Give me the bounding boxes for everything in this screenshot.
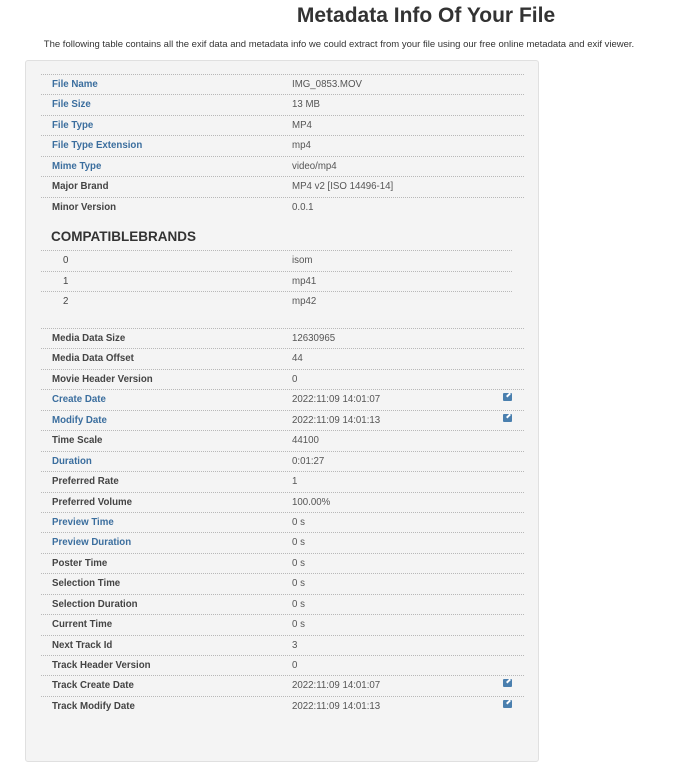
field-link[interactable]: Preview Time bbox=[52, 516, 114, 528]
field-value: mp42 bbox=[292, 296, 317, 307]
table-row bbox=[41, 635, 524, 655]
table-row bbox=[41, 512, 524, 532]
field-label: Track Modify Date bbox=[52, 700, 135, 712]
field-label: Time Scale bbox=[52, 435, 103, 447]
table-row bbox=[41, 655, 524, 675]
table-row bbox=[41, 291, 512, 312]
field-value: 0 s bbox=[292, 557, 305, 569]
field-label: Preferred Rate bbox=[52, 476, 119, 488]
table-row bbox=[41, 532, 524, 552]
field-value: 2022:11:09 14:01:13 bbox=[292, 700, 381, 712]
page-subtitle: The following table contains all the exif data and metadata info we could extract from your file using our free online metadata and exif viewer. bbox=[43, 39, 635, 50]
field-value: 3 bbox=[292, 639, 298, 651]
field-value: 0 s bbox=[292, 578, 305, 590]
field-value: 2022:11:09 14:01:07 bbox=[292, 394, 381, 406]
field-value: 0:01:27 bbox=[292, 455, 325, 467]
field-value: 0 s bbox=[292, 619, 305, 631]
field-value: 2022:11:09 14:01:07 bbox=[292, 680, 381, 692]
field-value: isom bbox=[292, 255, 313, 266]
table-row bbox=[41, 696, 524, 716]
table-row bbox=[41, 614, 524, 634]
table-row bbox=[41, 471, 524, 491]
compatible-brands-heading: COMPATIBLEBRANDS bbox=[51, 229, 196, 244]
table-row bbox=[41, 197, 524, 217]
field-label: Selection Duration bbox=[52, 598, 138, 610]
field-value: 100.00% bbox=[292, 496, 331, 508]
field-link[interactable]: Duration bbox=[52, 455, 92, 467]
table-row bbox=[41, 328, 524, 348]
field-label: Track Create Date bbox=[52, 680, 134, 692]
metadata-panel bbox=[25, 60, 539, 762]
field-label: 2 bbox=[63, 296, 69, 307]
table-row bbox=[41, 348, 524, 368]
field-value: 44100 bbox=[292, 435, 319, 447]
field-label: Track Header Version bbox=[52, 660, 151, 671]
field-label: 1 bbox=[63, 275, 69, 287]
table-row bbox=[41, 74, 524, 94]
field-link[interactable]: File Size bbox=[52, 99, 91, 111]
field-label: Media Data Offset bbox=[52, 353, 134, 365]
field-value: 0.0.1 bbox=[292, 201, 314, 213]
field-link[interactable]: File Name bbox=[52, 79, 98, 90]
field-value: IMG_0853.MOV bbox=[292, 79, 362, 90]
metadata-table-movie bbox=[41, 328, 524, 716]
table-row bbox=[41, 250, 512, 271]
field-label: Selection Time bbox=[52, 578, 121, 590]
table-row bbox=[41, 430, 524, 450]
field-value: 0 s bbox=[292, 537, 305, 549]
field-value: 0 s bbox=[292, 598, 305, 610]
field-label: 0 bbox=[63, 255, 69, 266]
field-label: Media Data Size bbox=[52, 333, 126, 344]
table-row bbox=[41, 176, 524, 196]
table-row bbox=[41, 594, 524, 614]
table-row bbox=[41, 573, 524, 593]
field-label: Poster Time bbox=[52, 557, 108, 569]
field-link[interactable]: Mime Type bbox=[52, 160, 102, 172]
field-value: video/mp4 bbox=[292, 160, 337, 172]
table-row bbox=[41, 553, 524, 573]
field-value: mp4 bbox=[292, 140, 311, 152]
field-label: Major Brand bbox=[52, 181, 109, 193]
field-value: 44 bbox=[292, 353, 303, 365]
field-value: 0 bbox=[292, 373, 298, 385]
edit-icon[interactable] bbox=[503, 700, 512, 708]
field-value: 0 s bbox=[292, 516, 305, 528]
table-row bbox=[41, 94, 524, 114]
table-row bbox=[41, 271, 512, 292]
field-value: mp41 bbox=[292, 275, 317, 287]
field-label: Next Track Id bbox=[52, 639, 113, 651]
table-row bbox=[41, 369, 524, 389]
field-value: 2022:11:09 14:01:13 bbox=[292, 414, 381, 426]
field-label: Current Time bbox=[52, 619, 113, 631]
field-value: MP4 v2 [ISO 14496-14] bbox=[292, 181, 394, 193]
table-row bbox=[41, 451, 524, 471]
edit-icon[interactable] bbox=[503, 414, 512, 422]
field-link[interactable]: Create Date bbox=[52, 394, 106, 406]
edit-icon[interactable] bbox=[503, 679, 512, 687]
field-link[interactable]: File Type Extension bbox=[52, 140, 143, 152]
table-row bbox=[41, 492, 524, 512]
edit-icon[interactable] bbox=[503, 393, 512, 401]
field-label: Preferred Volume bbox=[52, 496, 133, 508]
table-row bbox=[41, 389, 524, 409]
table-row bbox=[41, 135, 524, 155]
table-row bbox=[41, 156, 524, 176]
page-title: Metadata Info Of Your File bbox=[296, 4, 556, 27]
table-row bbox=[41, 675, 524, 695]
field-link[interactable]: Preview Duration bbox=[52, 537, 132, 549]
field-value: MP4 bbox=[292, 119, 312, 131]
field-link[interactable]: File Type bbox=[52, 119, 94, 131]
compatible-brands-table bbox=[41, 250, 512, 312]
field-value: 12630965 bbox=[292, 333, 336, 344]
field-link[interactable]: Modify Date bbox=[52, 414, 107, 426]
field-value: 13 MB bbox=[292, 99, 320, 111]
table-row bbox=[41, 410, 524, 430]
field-value: 1 bbox=[292, 476, 298, 488]
field-value: 0 bbox=[292, 660, 298, 671]
field-label: Movie Header Version bbox=[52, 373, 153, 385]
field-label: Minor Version bbox=[52, 201, 117, 213]
metadata-table-general bbox=[41, 74, 524, 217]
table-row bbox=[41, 115, 524, 135]
